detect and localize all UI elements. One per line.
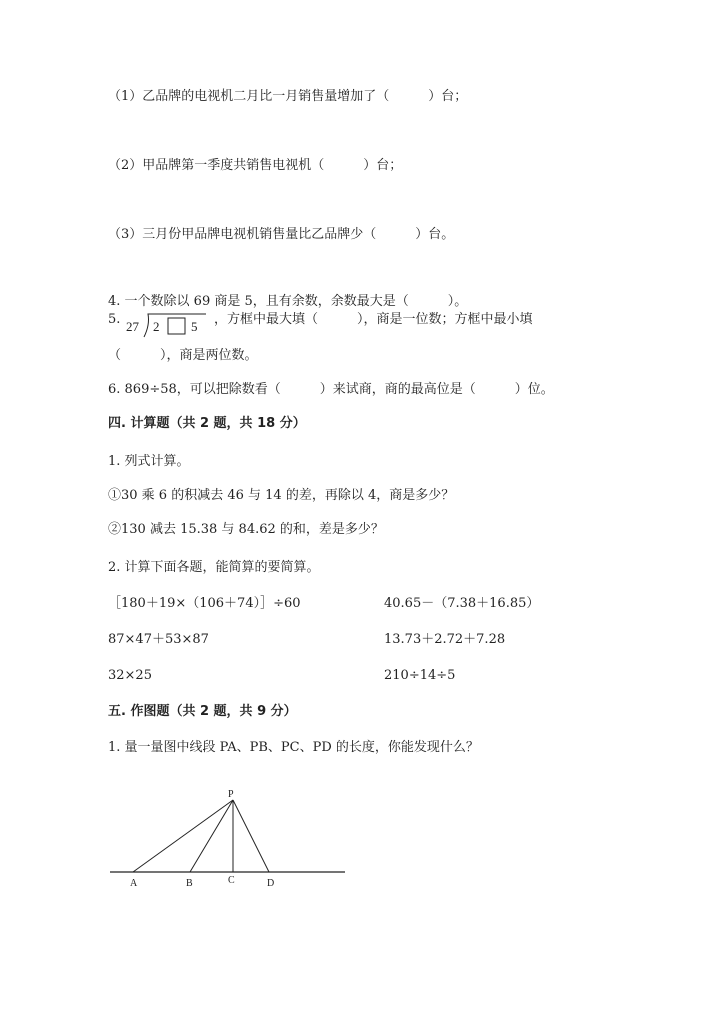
label-p: P bbox=[228, 789, 234, 800]
blank-square bbox=[168, 318, 185, 334]
label-d: D bbox=[267, 878, 275, 889]
segments-figure bbox=[108, 783, 358, 898]
s5-q1: 1. 量一量图中线段 PA、PB、PC、PD 的长度，你能发现什么？ bbox=[108, 740, 479, 755]
expr-4: 13.73＋2.72＋7.28 bbox=[384, 632, 506, 647]
expr-6: 210÷14÷5 bbox=[384, 668, 456, 683]
s4-q2: 2. 计算下面各题，能简算的要简算。 bbox=[108, 560, 320, 575]
section5-title: 五. 作图题（共 2 题，共 9 分） bbox=[108, 704, 297, 719]
expr-1: ［180＋19×（106＋74）］÷60 bbox=[108, 596, 301, 611]
label-a: A bbox=[130, 878, 138, 889]
dividend-digit-a: 2 bbox=[153, 319, 160, 334]
segment-pd bbox=[233, 800, 269, 872]
q4-text: 4. 一个数除以 69 商是 5，且有余数，余数最大是（ ）。 bbox=[108, 294, 468, 309]
q3-sub2: （2）甲品牌第一季度共销售电视机（ ）台； bbox=[108, 158, 403, 173]
q3-sub3: （3）三月份甲品牌电视机销售量比乙品牌少（ ）台。 bbox=[108, 227, 455, 242]
divisor: 27 bbox=[126, 319, 139, 334]
s4-q1a: ①30 乘 6 的积减去 46 与 14 的差，再除以 4，商是多少？ bbox=[108, 488, 455, 503]
s4-q1b: ②130 减去 15.38 与 84.62 的和，差是多少？ bbox=[108, 522, 384, 537]
segment-pa bbox=[133, 800, 233, 872]
label-b: B bbox=[186, 878, 193, 889]
expr-3: 87×47＋53×87 bbox=[108, 632, 209, 647]
label-c: C bbox=[228, 875, 235, 886]
dividend-digit-b: 5 bbox=[191, 319, 198, 334]
expr-5: 32×25 bbox=[108, 668, 152, 683]
expr-2: 40.65－（7.38＋16.85） bbox=[384, 596, 540, 611]
q6-text: 6. 869÷58，可以把除数看（ ）来试商，商的最高位是（ ）位。 bbox=[108, 382, 554, 397]
q5-number: 5. bbox=[108, 312, 121, 327]
q3-sub1: （1）乙品牌的电视机二月比一月销售量增加了（ ）台； bbox=[108, 89, 468, 104]
segment-pb bbox=[190, 800, 233, 872]
s4-q1: 1. 列式计算。 bbox=[108, 454, 190, 469]
section4-title: 四. 计算题（共 2 题，共 18 分） bbox=[108, 416, 306, 431]
q5-line1: ，方框中最大填（ ），商是一位数；方框中最小填 bbox=[214, 312, 533, 327]
q5-line2: （ ），商是两位数。 bbox=[108, 348, 258, 363]
long-division-figure bbox=[124, 311, 220, 343]
